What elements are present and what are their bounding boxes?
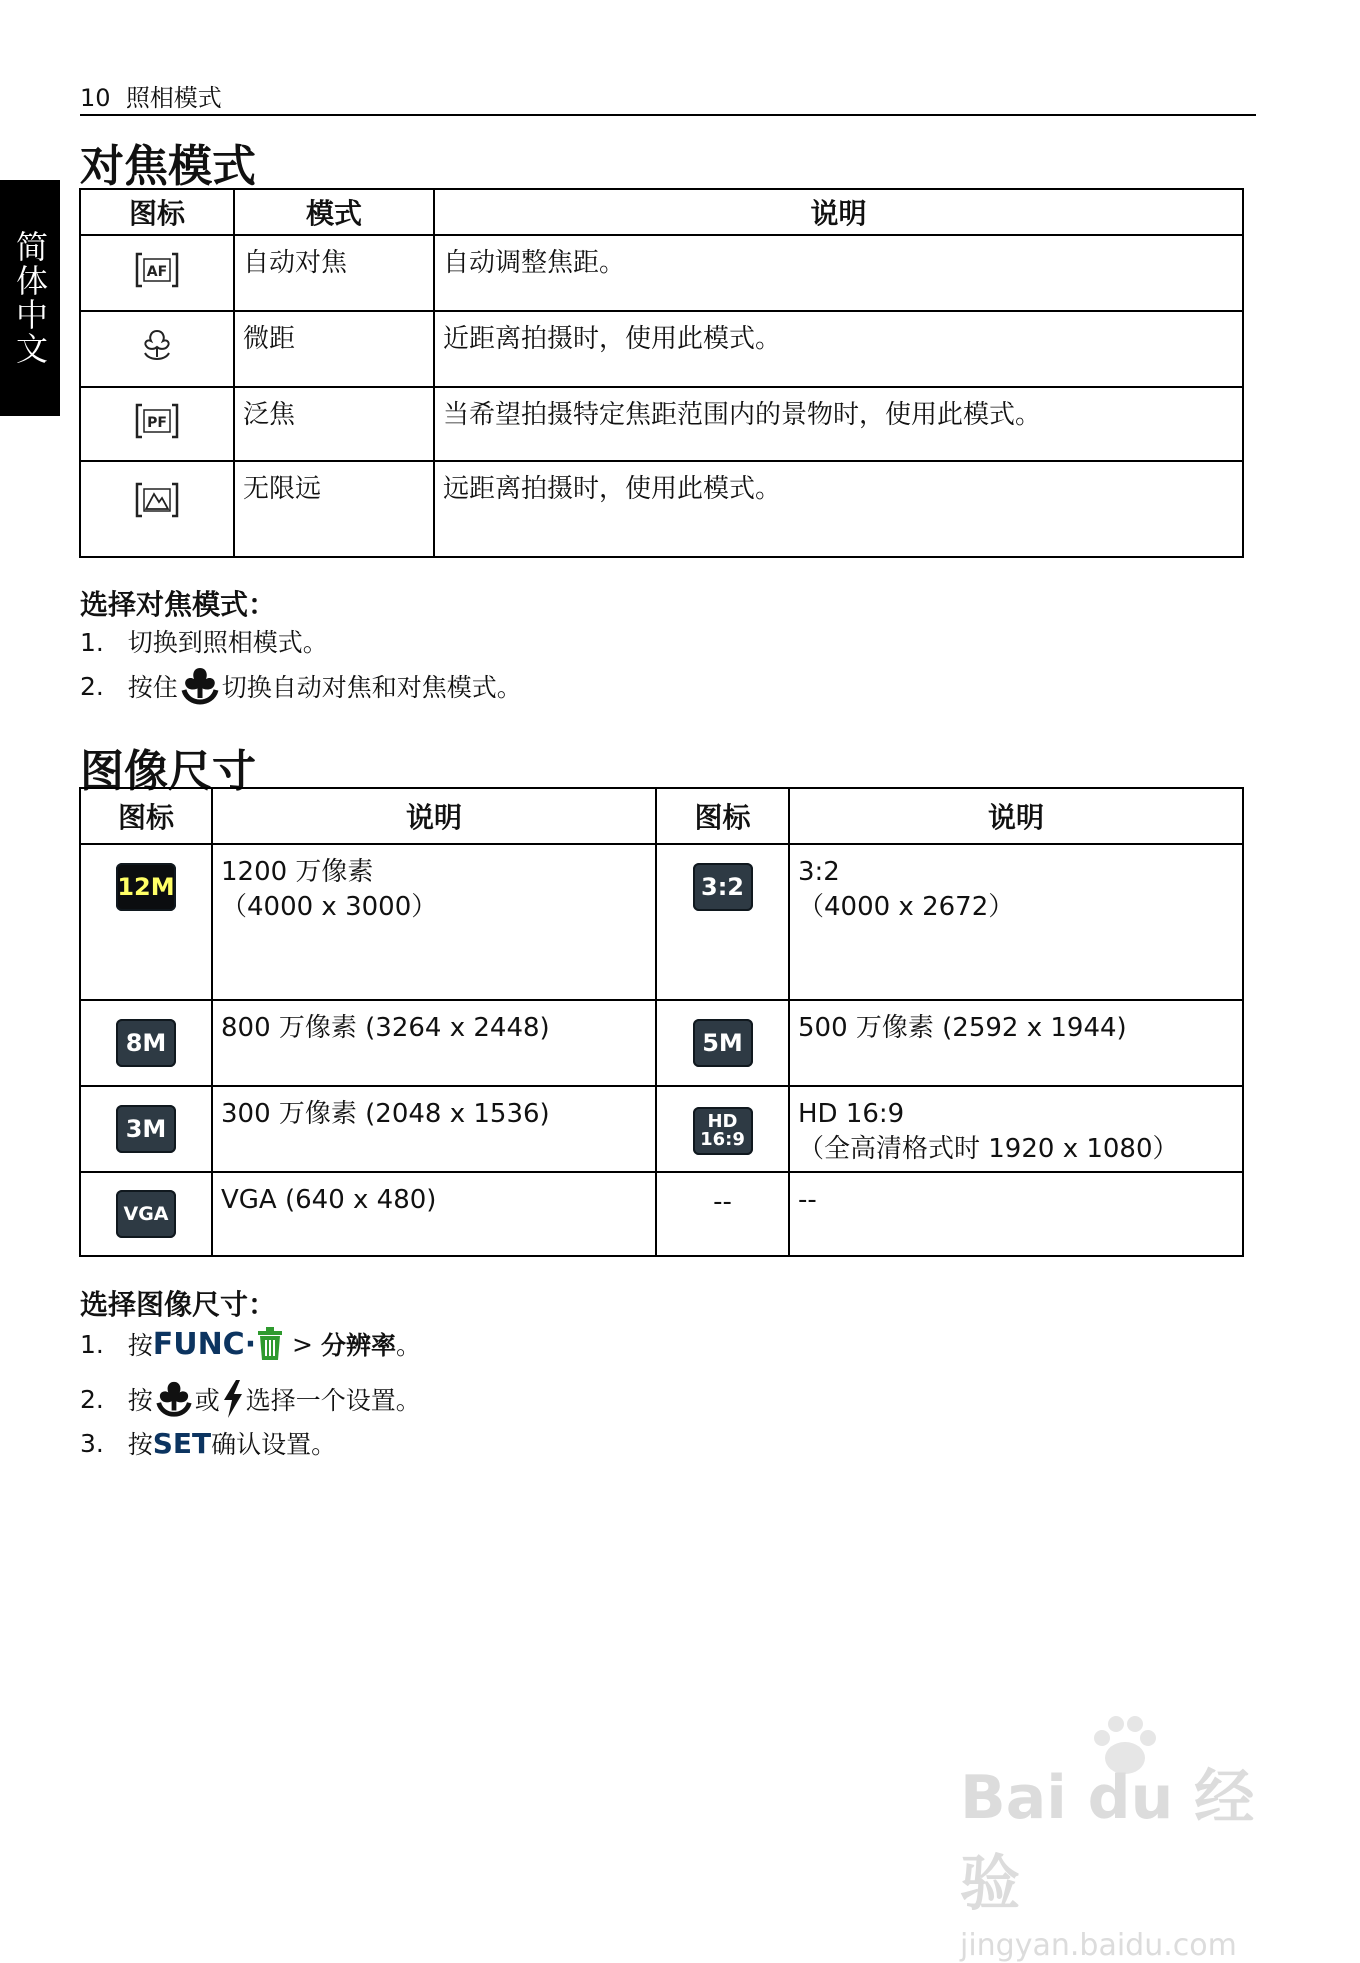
step-number: 1. xyxy=(80,1329,104,1359)
macro-button-icon xyxy=(153,1378,195,1420)
size-section-title: 图像尺寸 xyxy=(80,746,256,797)
step-number: 3. xyxy=(80,1428,104,1458)
size-label: -- xyxy=(798,1185,817,1215)
size-resolution: （全高清格式时 1920 x 1080） xyxy=(798,1134,1179,1165)
icon-cell xyxy=(656,1000,789,1086)
step-text: 。 xyxy=(395,1331,421,1360)
8m-icon: 8M xyxy=(116,1019,176,1067)
step-text: > xyxy=(284,1329,321,1359)
table-header-row xyxy=(80,788,1243,844)
macro-button-icon xyxy=(178,664,222,708)
focus-steps-title: 选择对焦模式： xyxy=(80,588,277,621)
list-item xyxy=(80,623,328,659)
column-header: 模式 xyxy=(234,189,434,235)
size-description xyxy=(789,1172,1243,1256)
size-description xyxy=(212,1172,656,1256)
icon-cell xyxy=(80,311,234,387)
page-header xyxy=(80,78,222,113)
size-description xyxy=(789,1000,1243,1086)
af-icon xyxy=(134,250,180,290)
flash-icon xyxy=(220,1378,246,1420)
step-text: 按 xyxy=(127,1430,153,1459)
column-header: 图标 xyxy=(80,788,212,844)
column-header: 说明 xyxy=(212,788,656,844)
set-button-label: SET xyxy=(152,1426,212,1460)
table-row xyxy=(80,1086,1243,1172)
step-text: 切换到照相模式。 xyxy=(127,628,328,657)
trash-icon xyxy=(256,1326,284,1362)
size-steps-title: 选择图像尺寸： xyxy=(80,1288,277,1321)
step-number: 2. xyxy=(80,671,104,701)
language-tab: 简体中文 xyxy=(0,180,60,416)
size-label: 300 万像素 (2048 x 1536) xyxy=(221,1099,550,1129)
mode-description: 自动调整焦距。 xyxy=(434,235,1243,311)
list-item xyxy=(80,1326,421,1362)
size-description xyxy=(212,844,656,1000)
mode-description: 远距离拍摄时，使用此模式。 xyxy=(434,461,1243,557)
list-item xyxy=(80,1425,336,1461)
page-number: 10 xyxy=(80,84,111,112)
section-title: 照相模式 xyxy=(125,84,222,112)
list-item xyxy=(80,1378,421,1420)
pf-icon xyxy=(134,401,180,441)
step-number: 2. xyxy=(80,1384,104,1414)
resolution-menu-label: 分辨率 xyxy=(320,1331,396,1360)
icon-cell xyxy=(80,844,212,1000)
icon-cell xyxy=(80,1000,212,1086)
step-text: 确认设置。 xyxy=(211,1430,337,1459)
column-header: 说明 xyxy=(789,788,1243,844)
size-description xyxy=(212,1000,656,1086)
step-text: 按 xyxy=(127,1386,153,1415)
table-header-row xyxy=(80,189,1243,235)
mode-name: 自动对焦 xyxy=(234,235,434,311)
mode-description: 当希望拍摄特定焦距范围内的景物时，使用此模式。 xyxy=(434,387,1243,461)
table-row xyxy=(80,311,1243,387)
column-header: 图标 xyxy=(656,788,789,844)
12m-icon: 12M xyxy=(116,863,176,911)
icon-cell xyxy=(80,387,234,461)
icon-cell xyxy=(80,1172,212,1256)
step-text: 切换自动对焦和对焦模式。 xyxy=(221,673,522,702)
size-resolution: （4000 x 2672） xyxy=(798,892,1015,923)
size-label: VGA (640 x 480) xyxy=(221,1185,437,1215)
mode-description: 近距离拍摄时，使用此模式。 xyxy=(434,311,1243,387)
icon-cell xyxy=(656,844,789,1000)
icon-cell xyxy=(80,1086,212,1172)
mode-name: 无限远 xyxy=(234,461,434,557)
step-number: 1. xyxy=(80,628,104,657)
size-label: 500 万像素 (2592 x 1944) xyxy=(798,1013,1127,1043)
table-row xyxy=(80,844,1243,1000)
hd-16-9-icon xyxy=(693,1107,753,1155)
watermark-url: jingyan.baidu.com xyxy=(960,1928,1237,1963)
list-item xyxy=(80,664,522,708)
column-header: 图标 xyxy=(80,189,234,235)
size-resolution: （4000 x 3000） xyxy=(221,892,438,923)
size-description xyxy=(212,1086,656,1172)
focus-section-title: 对焦模式 xyxy=(80,141,256,192)
step-text: 或 xyxy=(194,1386,220,1415)
step-text: 按住 xyxy=(127,673,178,702)
table-row xyxy=(80,387,1243,461)
size-description xyxy=(789,844,1243,1000)
mode-name: 微距 xyxy=(234,311,434,387)
infinity-icon xyxy=(134,480,180,520)
focus-mode-table xyxy=(79,188,1244,558)
table-row xyxy=(80,1172,1243,1256)
step-text: 按 xyxy=(127,1331,153,1360)
size-label: 3:2 xyxy=(798,857,840,887)
size-label: 1200 万像素 xyxy=(221,857,374,887)
icon-cell xyxy=(80,461,234,557)
5m-icon: 5M xyxy=(693,1019,753,1067)
header-divider xyxy=(80,114,1256,116)
table-row xyxy=(80,235,1243,311)
ratio-3-2-icon: 3:2 xyxy=(693,863,753,911)
baidu-watermark xyxy=(960,1750,1300,1963)
step-text: 选择一个设置。 xyxy=(245,1386,421,1415)
watermark-brand: Bai du 经验 xyxy=(960,1763,1255,1919)
image-size-table xyxy=(79,787,1244,1257)
empty-icon-cell: -- xyxy=(656,1172,789,1256)
table-row xyxy=(80,461,1243,557)
svg-text:AF: AF xyxy=(146,263,168,280)
3m-icon: 3M xyxy=(116,1105,176,1153)
svg-text:PF: PF xyxy=(147,414,167,431)
mode-name: 泛焦 xyxy=(234,387,434,461)
hd-label: HD xyxy=(707,1110,738,1132)
table-row xyxy=(80,1000,1243,1086)
size-description xyxy=(789,1086,1243,1172)
size-label: HD 16:9 xyxy=(798,1099,905,1129)
ratio-label: 16:9 xyxy=(700,1128,745,1150)
func-button-label: FUNC· xyxy=(152,1326,257,1362)
icon-cell xyxy=(656,1086,789,1172)
size-label: 800 万像素 (3264 x 2448) xyxy=(221,1013,550,1043)
vga-icon: VGA xyxy=(116,1190,176,1238)
macro-icon xyxy=(137,325,177,367)
icon-cell xyxy=(80,235,234,311)
column-header: 说明 xyxy=(434,189,1243,235)
